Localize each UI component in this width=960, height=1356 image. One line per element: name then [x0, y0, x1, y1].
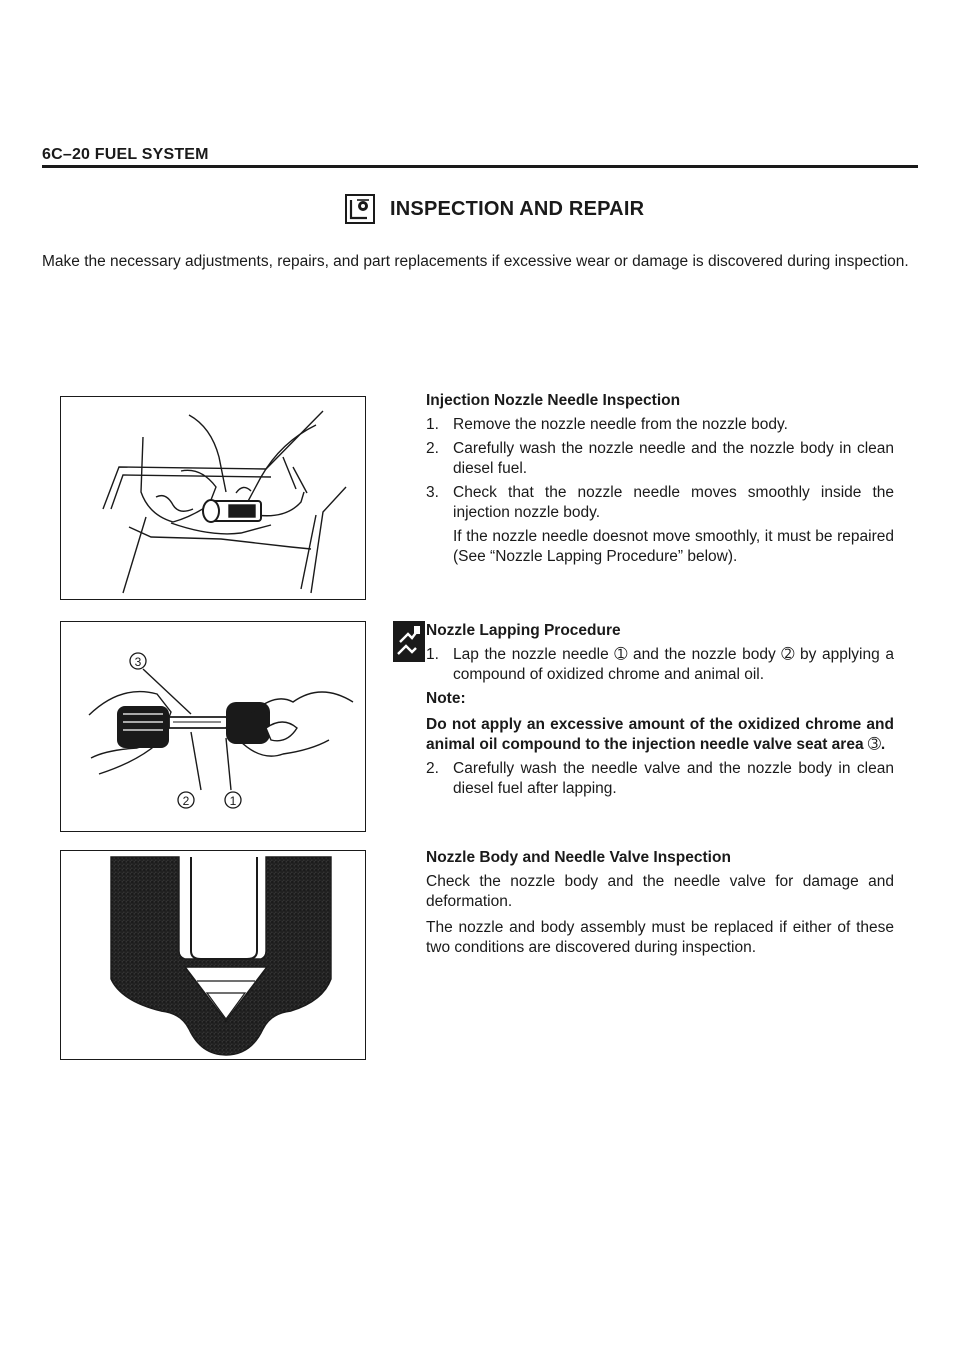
intro-paragraph: Make the necessary adjustments, repairs, and part replacements if excessive wear or damage is discovered during inspection.: [42, 253, 909, 270]
callout-3: 3: [134, 655, 142, 669]
list-item: 2. Carefully wash the nozzle needle and the nozzle body in clean diesel fuel.: [426, 440, 894, 477]
list-item: 3. Check that the nozzle needle moves smoothly inside the injection nozzle body.: [426, 484, 894, 521]
inspect-icon: [345, 194, 375, 224]
lapping-title: Nozzle Lapping Procedure: [426, 622, 621, 639]
figure-needle-inspection: [60, 396, 366, 600]
list-item: 1. Lap the nozzle needle ➀ and the nozzle body ➁ by applying a compound of oxidized chrome and animal oil.: [426, 646, 894, 683]
figure-nozzle-lapping: [60, 621, 366, 832]
body-inspection-para1: Check the nozzle body and the needle valve for damage and deformation.: [426, 873, 894, 910]
section-title: INSPECTION AND REPAIR: [390, 198, 645, 220]
note-text: Do not apply an excessive amount of the oxidized chrome and animal oil compound to the injection needle valve seat area ➂.: [426, 716, 894, 753]
body-inspection-para2: The nozzle and body assembly must be replaced if either of these two conditions are discovered during inspection.: [426, 919, 894, 956]
note-label: Note:: [426, 690, 466, 707]
list-item: 1. Remove the nozzle needle from the nozzle body.: [426, 416, 788, 433]
body-inspection-section: [426, 848, 894, 958]
callout-1: 1: [229, 794, 237, 808]
list-item: 2. Carefully wash the needle valve and the nozzle body in clean diesel fuel after lapping.: [426, 760, 894, 797]
lapping-section: [426, 621, 894, 799]
repair-note: If the nozzle needle doesnot move smoothly, it must be repaired (See “Nozzle Lapping Procedure” below).: [453, 528, 894, 565]
needle-inspection-title: Injection Nozzle Needle Inspection: [426, 392, 681, 409]
needle-inspection-section: [426, 391, 894, 567]
body-inspection-title: Nozzle Body and Needle Valve Inspection: [426, 849, 731, 866]
figure-needle-valve-section: [60, 850, 366, 1060]
repair-tool-icon: [392, 620, 426, 663]
header-rule: [42, 165, 918, 168]
page-header: 6C–20 FUEL SYSTEM: [42, 146, 209, 163]
callout-2: 2: [182, 794, 190, 808]
